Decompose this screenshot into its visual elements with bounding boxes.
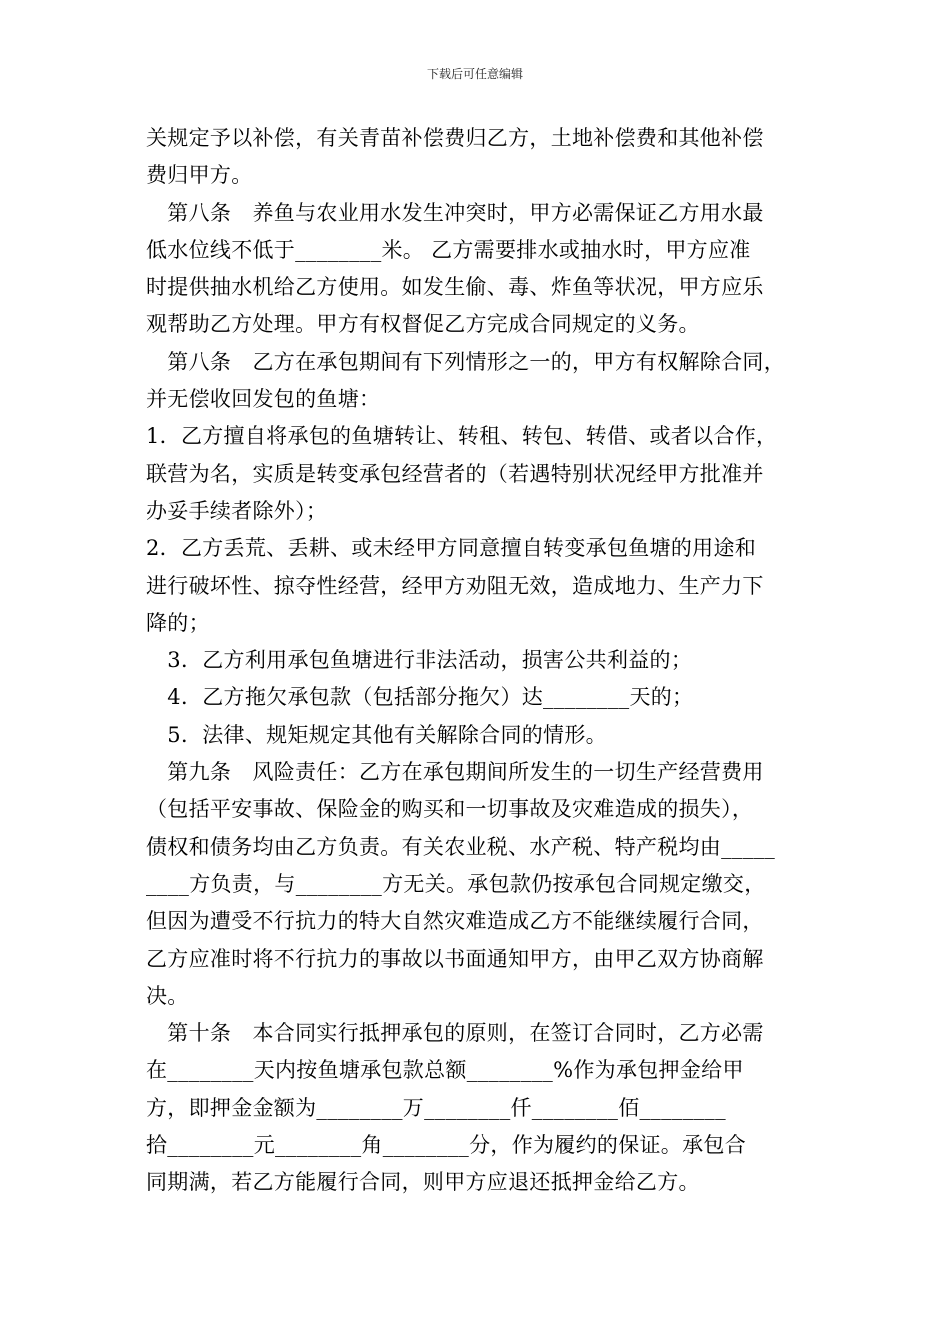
text-line: 第八条 养鱼与农业用水发生冲突时，甲方必需保证乙方用水最 [146,200,764,225]
text-line: （包括平安事故、保险金的购买和一切事故及灾难造成的损失）， [146,797,754,822]
text-line: 2．乙方丢荒、丢耕、或未经甲方同意擅自转变承包鱼塘的用途和 [146,536,757,561]
text-line: 费归甲方。 [146,163,253,188]
text-line: 第九条 风险责任：乙方在承包期间所发生的一切生产经营费用 [146,760,764,785]
text-line: 低水位线不低于________米。 乙方需要排水或抽水时，甲方应准 [146,237,751,262]
text-line: 进行破坏性、掠夺性经营，经甲方劝阻无效，造成地力、生产力下 [146,573,764,598]
text-line: 方，即押金金额为________万________仟________佰________ [146,1095,726,1120]
text-line: ____方负责，与________方无关。承包款仍按承包合同规定缴交， [146,871,766,896]
text-line: 拾________元________角________分，作为履约的保证。承包合 [146,1133,746,1158]
text-line: 办妥手续者除外）； [146,498,328,523]
text-line: 在________天内按鱼塘承包款总额________%作为承包押金给甲 [146,1058,744,1083]
text-line: 3．乙方利用承包鱼塘进行非法活动，损害公共利益的； [146,648,693,673]
text-line: 1．乙方擅自将承包的鱼塘转让、转租、转包、转借、或者以合作， [146,424,778,449]
text-line: 关规定予以补偿，有关青苗补偿费归乙方，土地补偿费和其他补偿 [146,126,764,150]
text-line: 4．乙方拖欠承包款（包括部分拖欠）达________天的； [146,685,694,710]
text-line: 但因为遭受不行抗力的特大自然灾难造成乙方不能继续履行合同， [146,909,764,934]
text-line: 时提供抽水机给乙方使用。如发生偷、毒、炸鱼等状况，甲方应乐 [146,275,764,300]
text-line: 第八条 乙方在承包期间有下列情形之一的，甲方有权解除合同， [146,349,785,374]
text-line: 5．法律、规矩规定其他有关解除合同的情形。 [146,722,607,747]
text-line: 决。 [146,983,189,1008]
text-line: 乙方应准时将不行抗力的事故以书面通知甲方，由甲乙双方协商解 [146,946,764,971]
text-line: 并无偿收回发包的鱼塘： [146,387,381,412]
text-line: 同期满，若乙方能履行合同，则甲方应退还抵押金给乙方。 [146,1170,700,1195]
text-line: 降的； [146,610,210,635]
page-header: 下载后可任意编辑 [426,67,523,81]
contract-body [146,120,810,1202]
text-line: 联营为名，实质是转变承包经营者的（若遇特别状况经甲方批准并 [146,461,764,486]
text-line: 债权和债务均由乙方负责。有关农业税、水产税、特产税均由_____ [146,834,776,859]
text-line: 观帮助乙方处理。甲方有权督促乙方完成合同规定的义务。 [146,312,700,337]
text-line: 第十条 本合同实行抵押承包的原则，在签订合同时，乙方必需 [146,1021,764,1046]
